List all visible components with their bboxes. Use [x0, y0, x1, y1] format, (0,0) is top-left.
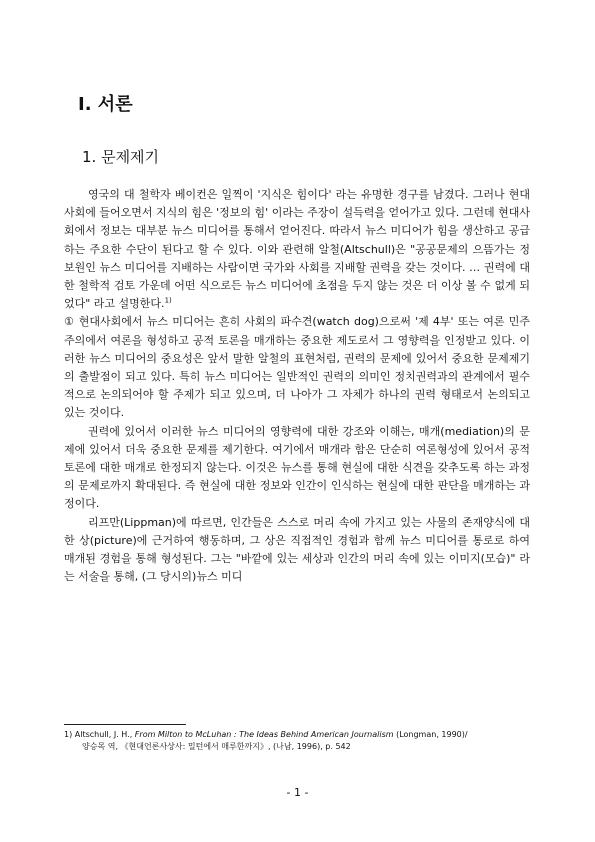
paragraph-2: ① 현대사회에서 뉴스 미디어는 흔히 사회의 파수견(watch dog)으로써 '제 4부' 또는 여론 민주주의에서 여론을 형성하고 공적 토론을 매개하는 중요한 제도로서 그 영향력을 인정받고 있다. 이러한 뉴스 미디어의 중요성은 앞서 말한 알철의 표현처럼, 권력의 문제에 있어서 중요한 문제제기의 출발점이 되고 있다. 특히 뉴스 미디어는 일반적인 권력의 의미인 정치권력과의 관계에서 필수적으로 논의되어야 할 주제가 되고 있으며, 더 나아가 그 자체가 하나의 권력 형태로서 논의되고 있는 것이다.	[64, 315, 530, 420]
footnote-book-title: From Milton to McLuhan : The Ideas Behind American Journalism	[134, 730, 394, 739]
chapter-title: Ⅰ. 서론	[78, 94, 133, 115]
footnote-line-1	[64, 729, 534, 741]
paragraph-1-text: 영국의 대 철학자 베이컨은 일찍이 '지식은 힘이다' 라는 유명한 경구를 남겼다. 그러나 현대사회에 들어오면서 지식의 힘은 '정보의 힘' 이라는 주장이 설득력을 얻어가고 있다. 그런데 현대사회에서 정보는 대부분 뉴스 미디어를 통해서 얻어진다. 따라서 뉴스 미디어가 힘을 생산하고 공급하는 주요한 수단이 된다고 할 수 있다. 이와 관련해 알철(Altschull)은 "공공문제의 으뜸가는 정보원인 뉴스 미디어를 지배하는 사람이면 국가와 사회를 지배할 권력을 갖는 것이다. … 권력에 대한 철학적 검토 가운데 어떤 식으로든 뉴스 미디어에 초점을 두지 않는 것은 더 이상 볼 수 없게 되었다" 라고 설명한다.	[64, 188, 530, 311]
paragraph-3: 권력에 있어서 이러한 뉴스 미디어의 영향력에 대한 강조와 이해는, 매개(mediation)의 문제에 있어서 더욱 중요한 문제를 제기한다. 여기에서 매개라 함은 단순히 여론형성에 있어서 공적 토론에 대한 매개로 한정되지 않는다. 이것은 뉴스를 통해 현실에 대한 식견을 갖추도록 하는 과정의 문제로까지 확대된다. 즉 현실에 대한 정보와 인간이 인식하는 현실에 대한 판단을 매개하는 과정이다.	[64, 424, 530, 511]
footnote-separator	[64, 724, 186, 725]
footnote	[64, 729, 534, 753]
footnote-author: Altschull, J. H.,	[74, 730, 133, 739]
section-title: 1. 문제제기	[82, 148, 160, 166]
footnote-marker: 1)	[64, 730, 73, 739]
paragraph-1	[64, 186, 530, 313]
footnote-reference: 1)	[164, 296, 172, 305]
page-number: - 1 -	[286, 786, 309, 799]
footnote-line-2: 양승목 역, 《현대언론사상사: 밀턴에서 매루한까지》, (나남, 1996), p. 542	[82, 742, 351, 751]
body-text	[64, 186, 530, 586]
paragraph-4: 리프만(Lippman)에 따르면, 인간들은 스스로 머리 속에 가지고 있는 사물의 존재양식에 대한 상(picture)에 근거하여 행동하며, 그 상은 직접적인 경험과 함께 뉴스 미디어를 통로로 하여 매개된 경험을 통해 형성된다. 그는 "바깥에 있는 세상과 인간의 머리 속에 있는 이미지(모습)" 라는 서술을 통해, (그 당시의)뉴스 미디	[64, 515, 530, 584]
footnote-publisher: (Longman, 1990)/	[396, 730, 468, 739]
